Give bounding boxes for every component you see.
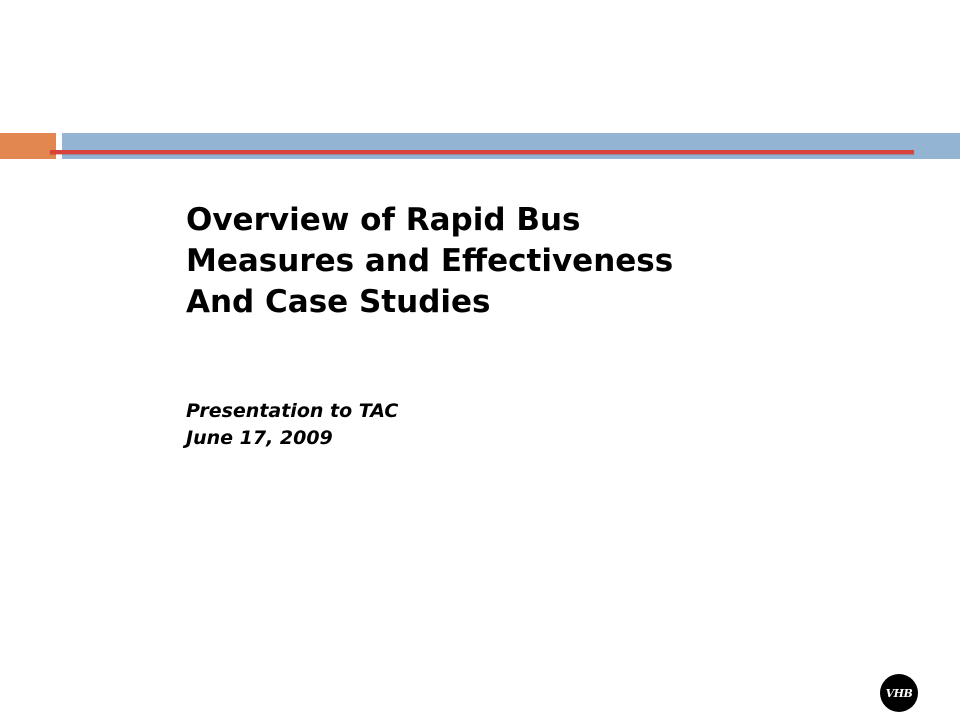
- slide-subtitle: [186, 398, 686, 452]
- header-decoration: [0, 133, 960, 161]
- title-line-1: Overview of Rapid Bus: [186, 202, 581, 238]
- subtitle-line-1: Presentation to TAC: [186, 400, 399, 422]
- orange-accent-block: [0, 133, 56, 159]
- logo-text: VHB: [885, 686, 913, 700]
- vhb-logo: [880, 674, 918, 712]
- title-line-2: Measures and Effectiveness: [186, 243, 674, 279]
- blue-header-bar: [62, 133, 960, 159]
- title-line-3: And Case Studies: [186, 284, 491, 320]
- red-accent-line: [50, 150, 914, 154]
- subtitle-date: June 17, 2009: [186, 427, 333, 449]
- slide-title: [186, 200, 886, 323]
